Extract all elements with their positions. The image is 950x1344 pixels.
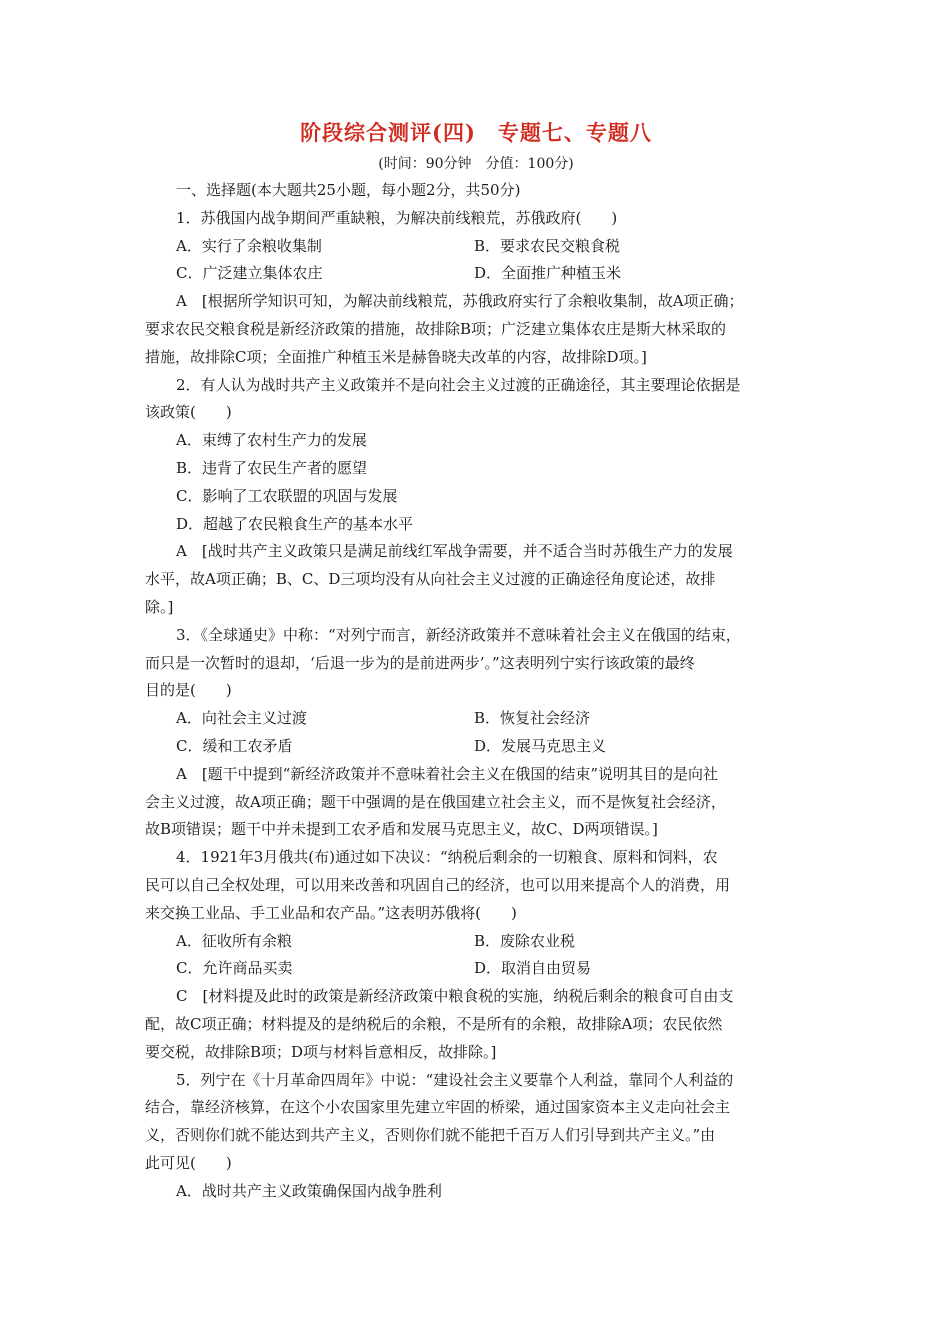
- question-4: [145, 844, 807, 1066]
- option-c: C．允许商品买卖: [176, 959, 293, 978]
- document-page: [145, 118, 807, 1205]
- question-stem: 2．有人认为战时共产主义政策并不是向社会主义过渡的正确途径，其主要理论依据是: [176, 375, 741, 394]
- option-row: [145, 260, 807, 288]
- option-row: [145, 955, 807, 983]
- question-stem: 民可以自己全权处理，可以用来改善和巩固自己的经济，也可以用来提高个人的消费，用: [145, 875, 731, 894]
- question-stem: 3．《全球通史》中称：“对列宁而言，新经济政策并不意味着社会主义在俄国的结束，: [176, 625, 741, 644]
- question-stem: 而只是一次暂时的退却，‘后退一步为的是前进两步’。”这表明列宁实行该政策的最终: [145, 653, 695, 672]
- question-2: [145, 372, 807, 622]
- option-a: A．征收所有余粮: [176, 931, 292, 950]
- answer-explanation: 措施，故排除C项；全面推广种植玉米是赫鲁晓夫改革的内容，故排除D项。]: [145, 347, 647, 366]
- question-stem: 5．列宁在《十月革命四周年》中说：“建设社会主义要靠个人利益，靠同个人利益的: [176, 1070, 734, 1089]
- question-stem: 来交换工业品、手工业品和农产品。”这表明苏俄将( ): [145, 903, 517, 922]
- option-a: A．实行了余粮收集制: [176, 236, 322, 255]
- question-1: [145, 205, 807, 372]
- question-5: [145, 1067, 807, 1206]
- question-stem: 该政策( ): [145, 403, 232, 422]
- option-c: C．影响了工农联盟的巩固与发展: [176, 486, 398, 505]
- page-title: 阶段综合测评(四) 专题七、专题八: [300, 120, 652, 145]
- option-row: [145, 233, 807, 261]
- option-b: B．废除农业税: [474, 931, 576, 950]
- answer-explanation: 除。]: [145, 597, 174, 616]
- exam-info: (时间：90分钟 分值：100分): [378, 156, 574, 172]
- option-row: [145, 928, 807, 956]
- answer-explanation: 要交税，故排除B项；D项与材料旨意相反，故排除。]: [145, 1042, 497, 1061]
- option-a: A．束缚了农村生产力的发展: [176, 431, 367, 450]
- option-d: D．超越了农民粮食生产的基本水平: [176, 514, 414, 533]
- answer-explanation: 会主义过渡，故A项正确；题干中强调的是在俄国建立社会主义，而不是恢复社会经济，: [145, 792, 726, 811]
- answer-explanation: A [根据所学知识可知，为解决前线粮荒，苏俄政府实行了余粮收集制，故A项正确；: [176, 292, 744, 311]
- answer-explanation: 配，故C项正确；材料提及的是纳税后的余粮，不是所有的余粮，故排除A项；农民依然: [145, 1014, 723, 1033]
- option-b: B．违背了农民生产者的愿望: [176, 458, 368, 477]
- option-d: D．取消自由贸易: [474, 959, 592, 978]
- option-a: A．向社会主义过渡: [176, 709, 307, 728]
- answer-explanation: 故B项错误；题干中并未提到工农矛盾和发展马克思主义，故C、D两项错误。]: [145, 820, 658, 839]
- question-stem: 4．1921年3月俄共(布)通过如下决议：“纳税后剩余的一切粮食、原料和饲料，农: [176, 848, 718, 867]
- option-row: [145, 705, 807, 733]
- question-stem: 此可见( ): [145, 1153, 232, 1172]
- option-d: D．发展马克思主义: [474, 736, 607, 755]
- question-stem: 结合，靠经济核算，在这个小农国家里先建立牢固的桥梁，通过国家资本主义走向社会主: [145, 1098, 731, 1117]
- option-c: C．缓和工农矛盾: [176, 736, 293, 755]
- option-d: D．全面推广种植玉米: [474, 264, 622, 283]
- option-a: A．战时共产主义政策确保国内战争胜利: [176, 1181, 442, 1200]
- question-stem: 1．苏俄国内战争期间严重缺粮，为解决前线粮荒，苏俄政府( ): [176, 208, 618, 227]
- question-stem: 目的是( ): [145, 681, 232, 700]
- question-3: [145, 622, 807, 844]
- option-row: [145, 733, 807, 761]
- answer-explanation: A [战时共产主义政策只是满足前线红军战争需要，并不适合当时苏俄生产力的发展: [176, 542, 733, 561]
- section-heading: 一、选择题(本大题共25小题，每小题2分，共50分): [176, 181, 521, 199]
- option-b: B．恢复社会经济: [474, 709, 591, 728]
- answer-explanation: 水平，故A项正确；B、C、D三项均没有从向社会主义过渡的正确途径角度论述，故排: [145, 570, 716, 589]
- question-stem: 义，否则你们就不能达到共产主义，否则你们就不能把千百万人们引导到共产主义。”由: [145, 1126, 716, 1145]
- answer-explanation: 要求农民交粮食税是新经济政策的措施，故排除B项；广泛建立集体农庄是斯大林采取的: [145, 319, 727, 338]
- answer-explanation: C [材料提及此时的政策是新经济政策中粮食税的实施，纳税后剩余的粮食可自由支: [176, 987, 734, 1006]
- option-c: C．广泛建立集体农庄: [176, 264, 323, 283]
- answer-explanation: A [题干中提到“新经济政策并不意味着社会主义在俄国的结束”说明其目的是向社: [176, 764, 719, 783]
- option-b: B．要求农民交粮食税: [474, 236, 621, 255]
